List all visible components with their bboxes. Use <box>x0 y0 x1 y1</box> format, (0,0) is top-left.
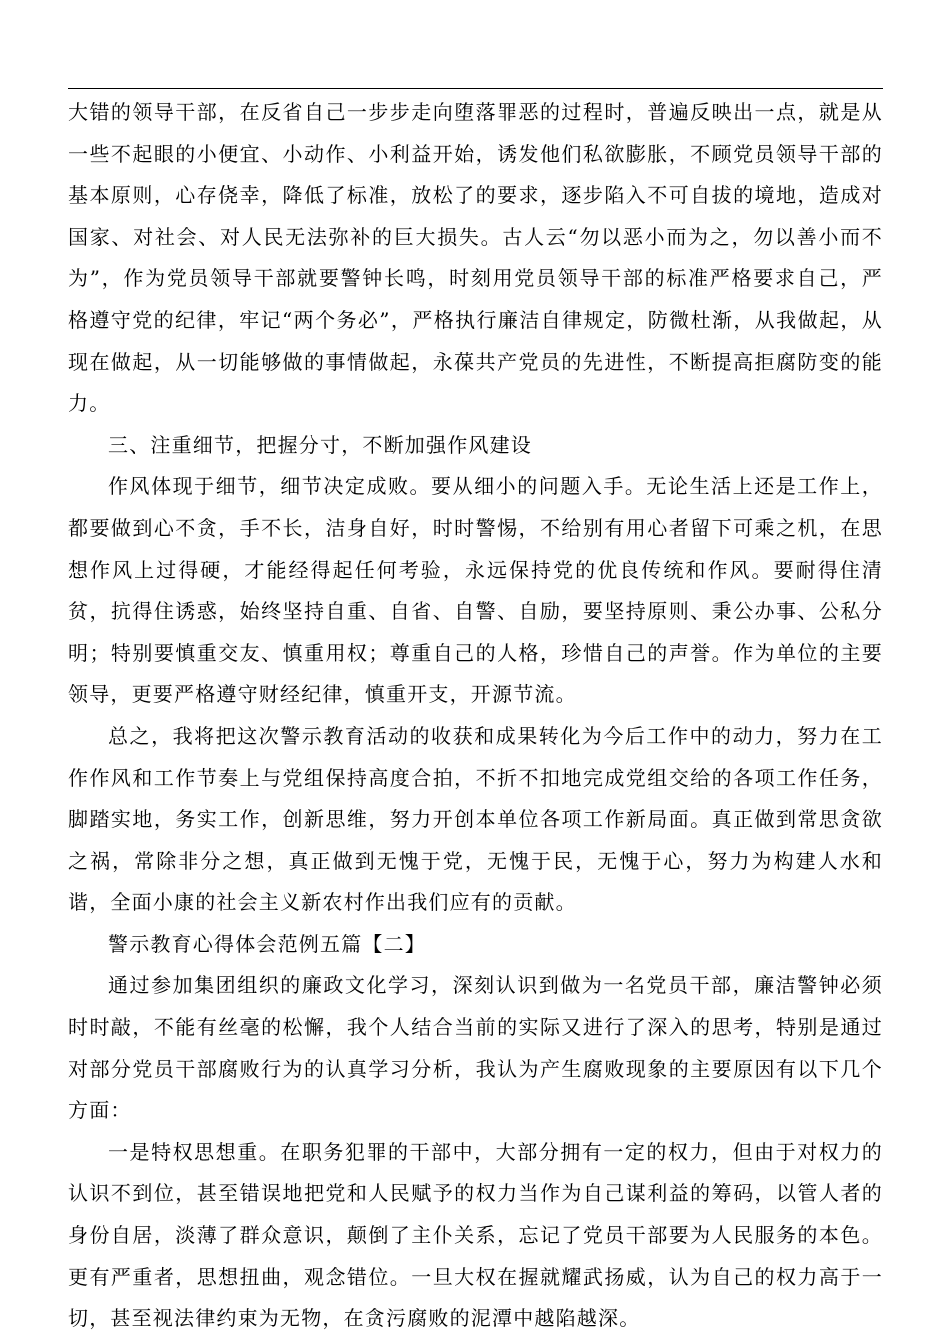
document-body <box>68 92 883 1340</box>
body-paragraph: 作风体现于细节，细节决定成败。要从细小的问题入手。无论生活上还是工作上，都要做到心不贪，手不长，洁身自好，时时警惕，不给别有用心者留下可乘之机，在思想作风上过得硬，才能经得起任何考验，永远保持党的优良传统和作风。要耐得住清贫，抗得住诱惑，始终坚持自重、自省、自警、自励，要坚持原则、秉公办事、公私分明；特别要慎重交友、慎重用权；尊重自己的人格，珍惜自己的声誉。作为单位的主要领导，更要严格遵守财经纪律，慎重开支，开源节流。 <box>68 474 883 707</box>
section-heading: 三、注重细节，把握分寸，不断加强作风建设 <box>108 432 532 457</box>
body-paragraph: 一是特权思想重。在职务犯罪的干部中，大部分拥有一定的权力，但由于对权力的认识不到位，甚至错误地把党和人民赋予的权力当作为自己谋利益的筹码，以管人者的身份自居，淡薄了群众意识，颠倒了主仆关系，忘记了党员干部要为人民服务的本色。更有严重者，思想扭曲，观念错位。一旦大权在握就耀武扬威，认为自己的权力高于一切，甚至视法律约束为无物，在贪污腐败的泥潭中越陷越深。 <box>68 1139 883 1331</box>
header-rule <box>68 88 883 89</box>
continued-paragraph: 大错的领导干部，在反省自己一步步走向堕落罪恶的过程时，普遍反映出一点，就是从一些不起眼的小便宜、小动作、小利益开始，诱发他们私欲膨胀，不顾党员领导干部的基本原则，心存侥幸，降低了标准，放松了的要求，逐步陷入不可自拔的境地，造成对国家、对社会、对人民无法弥补的巨大损失。古人云“勿以恶小而为之，勿以善小而不为”，作为党员领导干部就要警钟长鸣，时刻用党员领导干部的标准严格要求自己，严格遵守党的纪律，牢记“两个务必”，严格执行廉洁自律规定，防微杜渐，从我做起，从现在做起，从一切能够做的事情做起，永葆共产党员的先进性，不断提高拒腐防变的能力。 <box>68 100 883 416</box>
body-paragraph: 通过参加集团组织的廉政文化学习，深刻认识到做为一名党员干部，廉洁警钟必须时时敲，不能有丝毫的松懈，我个人结合当前的实际又进行了深入的思考，特别是通过对部分党员干部腐败行为的认真学习分析，我认为产生腐败现象的主要原因有以下几个方面： <box>68 973 883 1123</box>
body-paragraph: 总之，我将把这次警示教育活动的收获和成果转化为今后工作中的动力，努力在工作作风和工作节奏上与党组保持高度合拍，不折不扣地完成党组交给的各项工作任务，脚踏实地，务实工作，创新思维，努力开创本单位各项工作新局面。真正做到常思贪欲之祸，常除非分之想，真正做到无愧于党，无愧于民，无愧于心，努力为构建人水和谐，全面小康的社会主义新农村作出我们应有的贡献。 <box>68 723 883 915</box>
article-title: 警示教育心得体会范例五篇【二】 <box>108 931 426 956</box>
